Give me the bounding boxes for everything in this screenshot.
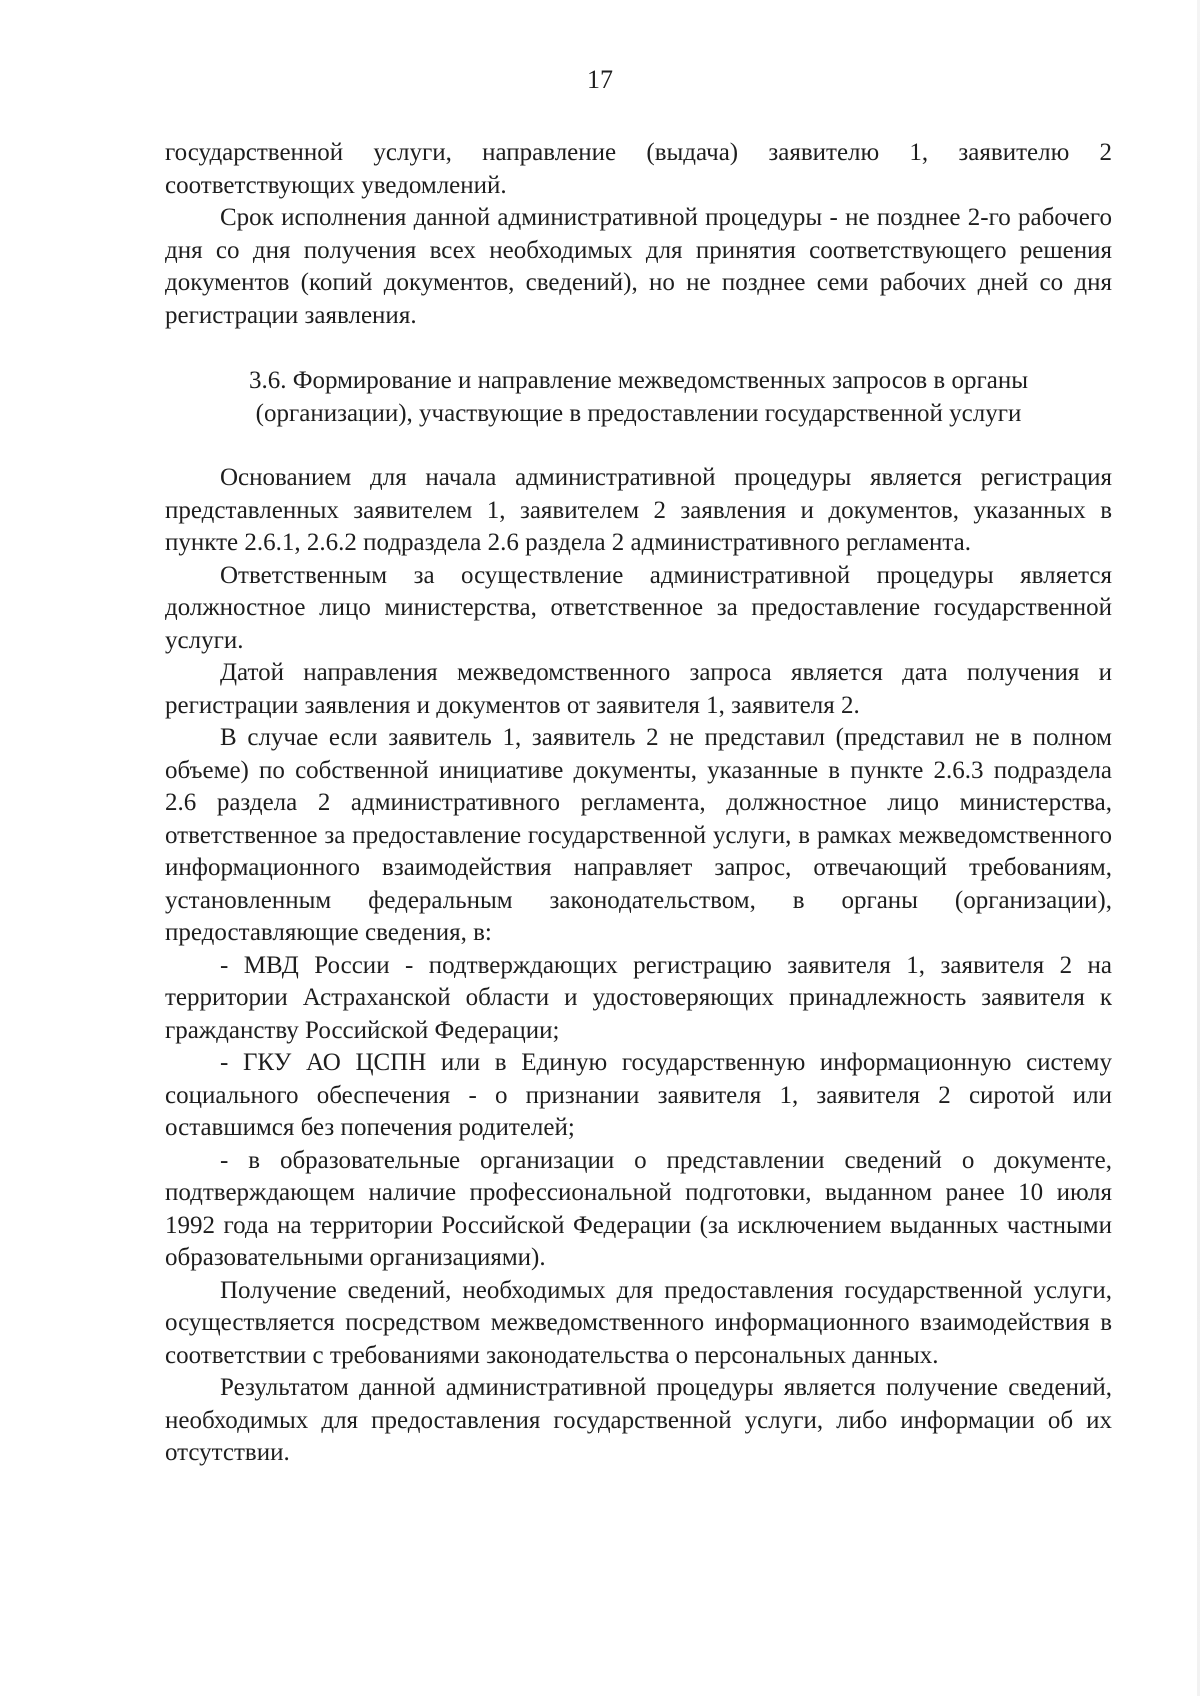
paragraph-continuation: государственной услуги, направление (выдача) заявителю 1, заявителю 2 соответствующих уведомлений.	[165, 139, 1112, 199]
section-heading-line: (организации), участвующие в предоставлении государственной услуги	[255, 399, 1022, 427]
page-number: 17	[587, 65, 613, 94]
document-body	[165, 137, 1112, 1470]
paragraph-basis: Основанием для начала административной процедуры является регистрация представленных заявителем 1, заявителем 2 заявления и документов, указанных в пункте 2.6.1, 2.6.2 подраздела 2.6 раздела 2 административного регламента.	[165, 464, 1112, 556]
paragraph-request-date: Датой направления межведомственного запроса является дата получения и регистрации заявления и документов от заявителя 1, заявителя 2.	[165, 659, 1112, 719]
list-item-gku: - ГКУ АО ЦСПН или в Единую государственную информационную систему социального обеспечения - о признании заявителя 1, заявителя 2 сиротой или оставшимся без попечения родителей;	[165, 1049, 1112, 1141]
paragraph-obtaining-info: Получение сведений, необходимых для предоставления государственной услуги, осуществляется посредством межведомственного информационного взаимодействия в соответствии с требованиями законодательства о персональных данных.	[165, 1276, 1112, 1369]
section-heading	[165, 365, 1112, 430]
paragraph-deadline: Срок исполнения данной административной процедуры - не позднее 2-го рабочего дня со дня получения всех необходимых для принятия соответствующего решения документов (копий документов, сведений), но не позднее семи рабочих дней со дня регистрации заявления.	[165, 204, 1112, 329]
list-item-mvd: - МВД России - подтверждающих регистрацию заявителя 1, заявителя 2 на территории Астраханской области и удостоверяющих принадлежность заявителя к гражданству Российской Федерации;	[165, 951, 1112, 1044]
section-heading-line: 3.6. Формирование и направление межведомственных запросов в органы	[248, 367, 1029, 394]
paragraph-request-conditions: В случае если заявитель 1, заявитель 2 не представил (представил не в полном объеме) по собственной инициативе документы, указанные в пункте 2.6.3 подраздела 2.6 раздела 2 административного регламента, должностное лицо министерства, ответственное за предоставление государственной услуги, в рамках межведомственного информационного взаимодействия направляет запрос, отвечающий требованиям, установленным федеральным законодательством, в органы (организации), предоставляющие сведения, в:	[165, 724, 1112, 946]
paragraph-result: Результатом данной административной процедуры является получение сведений, необходимых для предоставления государственной услуги, либо информации об их отсутствии.	[165, 1374, 1112, 1466]
list-item-education: - в образовательные организации о представлении сведений о документе, подтверждающем наличие профессиональной подготовки, выданном ранее 10 июля 1992 года на территории Российской Федерации (за исключением выданных частными образовательными организациями).	[165, 1146, 1112, 1271]
paragraph-responsible: Ответственным за осуществление административной процедуры является должностное лицо министерства, ответственное за предоставление государственной услуги.	[165, 561, 1112, 654]
